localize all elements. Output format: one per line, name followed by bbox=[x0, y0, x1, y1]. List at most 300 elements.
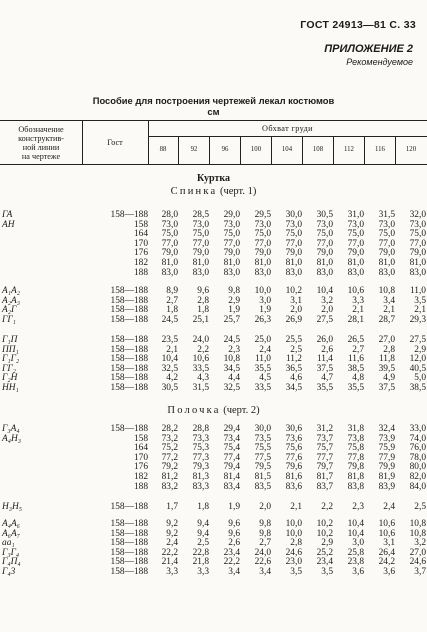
measurement-cell: 10,0 bbox=[254, 286, 271, 296]
header-mid-rule bbox=[148, 136, 427, 137]
measurement-cell: 73,0 bbox=[254, 219, 271, 230]
measurement-cell: 73,4 bbox=[223, 433, 240, 444]
measurement-cell: 73,0 bbox=[316, 219, 333, 230]
size-header: 108 bbox=[312, 146, 324, 153]
gost-value: 158—188 bbox=[110, 210, 148, 220]
gost-value: 170 bbox=[133, 238, 148, 249]
measurement-cell: 83,3 bbox=[192, 481, 209, 492]
measurement-cell: 10,0 bbox=[285, 528, 302, 539]
table-row bbox=[0, 316, 427, 326]
measurement-cell: 83,0 bbox=[316, 267, 333, 278]
measurement-cell: 34,5 bbox=[223, 363, 240, 374]
line-designation: ПП₁ bbox=[2, 344, 19, 355]
measurement-cell: 77,0 bbox=[254, 238, 271, 249]
measurement-cell: 4,9 bbox=[383, 373, 395, 384]
measurement-cell: 79,5 bbox=[254, 462, 271, 473]
measurement-cell: 2,3 bbox=[228, 344, 240, 355]
line-designation: Г₃А₄ bbox=[2, 424, 20, 434]
measurement-cell: 38,5 bbox=[409, 382, 426, 393]
measurement-cell: 24,0 bbox=[192, 335, 209, 345]
measurement-cell: 35,5 bbox=[316, 382, 333, 393]
measurement-cell: 24,5 bbox=[161, 314, 178, 325]
measurement-cell: 83,0 bbox=[409, 267, 426, 278]
measurement-cell: 83,0 bbox=[378, 267, 395, 278]
measurement-cell: 28,0 bbox=[161, 210, 178, 220]
measurement-cell: 3,1 bbox=[383, 538, 395, 549]
measurement-cell: 81,0 bbox=[254, 257, 271, 268]
measurement-cell: 10,2 bbox=[316, 528, 333, 539]
measurement-cell: 2,7 bbox=[259, 538, 271, 549]
row-group bbox=[0, 287, 427, 325]
gost-value: 158—188 bbox=[110, 557, 148, 568]
measurement-cell: 30,5 bbox=[316, 210, 333, 220]
gost-value: 158—188 bbox=[110, 344, 148, 355]
measurement-cell: 3,4 bbox=[383, 295, 395, 306]
measurement-cell: 75,8 bbox=[347, 443, 364, 454]
measurement-cell: 79,0 bbox=[161, 248, 178, 259]
measurement-cell: 10,2 bbox=[316, 519, 333, 529]
measurement-cell: 23,4 bbox=[223, 547, 240, 558]
line-designation: А₂Г bbox=[2, 305, 17, 316]
measurement-cell: 25,5 bbox=[285, 335, 302, 345]
measurement-cell: 77,0 bbox=[192, 238, 209, 249]
measurement-cell: 81,0 bbox=[409, 257, 426, 268]
row-group bbox=[0, 520, 427, 578]
measurement-cell: 23,0 bbox=[285, 557, 302, 568]
measurement-cell: 83,0 bbox=[285, 267, 302, 278]
measurement-cell: 73,2 bbox=[161, 433, 178, 444]
measurement-cell: 79,6 bbox=[285, 462, 302, 473]
measurement-cell: 79,4 bbox=[223, 462, 240, 473]
measurement-cell: 31,0 bbox=[347, 210, 364, 220]
measurement-cell: 30,5 bbox=[161, 382, 178, 393]
measurement-cell: 75,0 bbox=[378, 229, 395, 240]
measurement-cell: 2,9 bbox=[228, 295, 240, 306]
measurement-cell: 75,2 bbox=[161, 443, 178, 454]
measurement-cell: 10,8 bbox=[409, 528, 426, 539]
size-header: 96 bbox=[221, 146, 229, 153]
measurement-cell: 26,0 bbox=[316, 335, 333, 345]
measurement-cell: 32,5 bbox=[161, 363, 178, 374]
section-subtitle: Спинка (черт. 1) bbox=[170, 186, 257, 197]
measurement-cell: 73,0 bbox=[347, 219, 364, 230]
measurement-cell: 22,8 bbox=[192, 547, 209, 558]
section-subtitle: Полочка (черт. 2) bbox=[167, 405, 260, 416]
gost-value: 188 bbox=[133, 267, 148, 278]
table-units: см bbox=[207, 106, 220, 117]
line-designation: ГГ₁ bbox=[2, 314, 16, 325]
measurement-cell: 81,0 bbox=[161, 257, 178, 268]
measurement-cell: 2,2 bbox=[321, 502, 333, 512]
gost-value: 158—188 bbox=[110, 314, 148, 325]
row-group bbox=[0, 211, 427, 278]
gost-value: 158—188 bbox=[110, 566, 148, 577]
line-designation: А₄Н₃ bbox=[2, 433, 22, 444]
gost-value: 158—188 bbox=[110, 519, 148, 529]
measurement-cell: 35,5 bbox=[254, 363, 271, 374]
measurement-cell: 30,0 bbox=[285, 210, 302, 220]
measurement-cell: 29,3 bbox=[409, 314, 426, 325]
measurement-cell: 10,4 bbox=[316, 286, 333, 296]
measurement-cell: 79,0 bbox=[316, 248, 333, 259]
measurement-cell: 3,3 bbox=[197, 566, 209, 577]
measurement-cell: 2,1 bbox=[383, 305, 395, 316]
row-group bbox=[0, 336, 427, 394]
measurement-cell: 37,5 bbox=[378, 382, 395, 393]
measurement-cell: 23,8 bbox=[347, 557, 364, 568]
table-title: Пособие для построения чертежей лекал костюмов bbox=[92, 95, 335, 106]
measurement-cell: 10,8 bbox=[378, 286, 395, 296]
measurement-cell: 81,0 bbox=[285, 257, 302, 268]
measurement-cell: 4,8 bbox=[352, 373, 364, 384]
measurement-cell: 3,0 bbox=[352, 538, 364, 549]
measurement-cell: 38,5 bbox=[347, 363, 364, 374]
measurement-cell: 3,3 bbox=[166, 566, 178, 577]
measurement-cell: 26,9 bbox=[285, 314, 302, 325]
measurement-cell: 81,0 bbox=[378, 257, 395, 268]
measurement-cell: 23,4 bbox=[316, 557, 333, 568]
measurement-cell: 73,6 bbox=[285, 433, 302, 444]
page-header: ГОСТ 24913—81 С. 33 bbox=[300, 19, 416, 31]
size-header: 104 bbox=[281, 146, 293, 153]
measurement-cell: 21,4 bbox=[161, 557, 178, 568]
measurement-cell: 84,0 bbox=[409, 481, 426, 492]
measurement-cell: 3,2 bbox=[321, 295, 333, 306]
measurement-cell: 83,0 bbox=[161, 267, 178, 278]
measurement-cell: 2,6 bbox=[228, 538, 240, 549]
measurement-cell: 75,0 bbox=[285, 229, 302, 240]
measurement-cell: 81,0 bbox=[347, 257, 364, 268]
measurement-cell: 27,5 bbox=[316, 314, 333, 325]
measurement-cell: 79,0 bbox=[285, 248, 302, 259]
measurement-cell: 2,1 bbox=[166, 344, 178, 355]
line-designation: НН₁ bbox=[2, 382, 19, 393]
gost-value: 176 bbox=[133, 462, 148, 473]
measurement-cell: 79,7 bbox=[316, 462, 333, 473]
size-header: 112 bbox=[344, 146, 354, 153]
measurement-cell: 11,2 bbox=[285, 354, 302, 365]
measurement-cell: 77,0 bbox=[316, 238, 333, 249]
measurement-cell: 30,0 bbox=[254, 424, 271, 434]
gost-value: 182 bbox=[133, 471, 148, 482]
measurement-cell: 10,4 bbox=[347, 519, 364, 529]
measurement-cell: 9,6 bbox=[228, 519, 240, 529]
measurement-cell: 75,0 bbox=[161, 229, 178, 240]
measurement-cell: 4,7 bbox=[321, 373, 333, 384]
measurement-cell: 29,0 bbox=[223, 210, 240, 220]
measurement-cell: 75,0 bbox=[254, 229, 271, 240]
measurement-cell: 24,2 bbox=[378, 557, 395, 568]
gost-value: 158—188 bbox=[110, 373, 148, 384]
measurement-cell: 83,0 bbox=[254, 267, 271, 278]
measurement-cell: 77,3 bbox=[192, 452, 209, 463]
measurement-cell: 28,2 bbox=[161, 424, 178, 434]
measurement-cell: 77,0 bbox=[285, 238, 302, 249]
measurement-cell: 73,8 bbox=[347, 433, 364, 444]
measurement-cell: 76,0 bbox=[409, 443, 426, 454]
measurement-cell: 11,6 bbox=[347, 354, 364, 365]
measurement-cell: 73,0 bbox=[285, 219, 302, 230]
table-row bbox=[0, 269, 427, 279]
measurement-cell: 1,8 bbox=[197, 502, 209, 512]
measurement-cell: 73,3 bbox=[192, 433, 209, 444]
gost-value: 170 bbox=[133, 452, 148, 463]
measurement-cell: 83,0 bbox=[347, 267, 364, 278]
measurement-cell: 75,0 bbox=[316, 229, 333, 240]
measurement-cell: 78,0 bbox=[409, 452, 426, 463]
measurement-cell: 10,0 bbox=[285, 519, 302, 529]
gost-value: 158—188 bbox=[110, 547, 148, 558]
measurement-cell: 9,4 bbox=[197, 528, 209, 539]
measurement-cell: 10,4 bbox=[347, 528, 364, 539]
measurement-cell: 31,5 bbox=[192, 382, 209, 393]
measurement-cell: 25,2 bbox=[316, 547, 333, 558]
measurement-cell: 77,2 bbox=[161, 452, 178, 463]
measurement-cell: 77,7 bbox=[316, 452, 333, 463]
measurement-cell: 1,9 bbox=[228, 305, 240, 316]
measurement-cell: 9,4 bbox=[197, 519, 209, 529]
measurement-cell: 2,7 bbox=[352, 344, 364, 355]
measurement-cell: 21,8 bbox=[192, 557, 209, 568]
measurement-cell: 26,4 bbox=[378, 547, 395, 558]
measurement-cell: 10,8 bbox=[223, 354, 240, 365]
gost-value: 158—188 bbox=[110, 335, 148, 345]
measurement-cell: 73,0 bbox=[378, 219, 395, 230]
measurement-cell: 12,0 bbox=[409, 354, 426, 365]
measurement-cell: 73,5 bbox=[254, 433, 271, 444]
measurement-cell: 37,5 bbox=[316, 363, 333, 374]
measurement-cell: 10,2 bbox=[285, 286, 302, 296]
measurement-cell: 9,8 bbox=[259, 528, 271, 539]
gost-value: 158 bbox=[133, 433, 148, 444]
measurement-cell: 3,2 bbox=[414, 538, 426, 549]
line-designation: Г₂Н bbox=[2, 373, 18, 384]
measurement-cell: 81,4 bbox=[223, 471, 240, 482]
measurement-cell: 9,2 bbox=[166, 528, 178, 539]
gost-value: 158—188 bbox=[110, 354, 148, 365]
measurement-cell: 9,8 bbox=[228, 286, 240, 296]
measurement-cell: 28,8 bbox=[192, 424, 209, 434]
measurement-cell: 75,0 bbox=[223, 229, 240, 240]
gost-value: 188 bbox=[133, 481, 148, 492]
size-header: 120 bbox=[405, 146, 417, 153]
measurement-cell: 33,5 bbox=[192, 363, 209, 374]
gost-value: 158—188 bbox=[110, 363, 148, 374]
measurement-cell: 79,0 bbox=[378, 248, 395, 259]
measurement-cell: 34,5 bbox=[285, 382, 302, 393]
line-designation: аа₁ bbox=[2, 538, 15, 549]
gost-value: 158—188 bbox=[110, 424, 148, 434]
gost-value: 158—188 bbox=[110, 305, 148, 316]
measurement-cell: 3,7 bbox=[414, 566, 426, 577]
measurement-cell: 79,9 bbox=[378, 462, 395, 473]
gost-header: Гост bbox=[107, 138, 123, 147]
measurement-cell: 73,9 bbox=[378, 433, 395, 444]
measurement-cell: 81,2 bbox=[161, 471, 178, 482]
measurement-cell: 10,6 bbox=[378, 528, 395, 539]
measurement-cell: 75,7 bbox=[316, 443, 333, 454]
gost-value: 176 bbox=[133, 248, 148, 259]
measurement-cell: 77,5 bbox=[254, 452, 271, 463]
measurement-cell: 2,9 bbox=[414, 344, 426, 355]
measurement-cell: 2,5 bbox=[290, 344, 302, 355]
measurement-cell: 28,5 bbox=[192, 210, 209, 220]
measurement-cell: 83,6 bbox=[285, 481, 302, 492]
measurement-cell: 2,1 bbox=[290, 502, 302, 512]
measurement-cell: 9,2 bbox=[166, 519, 178, 529]
measurement-cell: 31,5 bbox=[378, 210, 395, 220]
measurement-cell: 2,6 bbox=[321, 344, 333, 355]
measurement-cell: 4,2 bbox=[166, 373, 178, 384]
measurement-cell: 27,5 bbox=[409, 335, 426, 345]
measurement-cell: 31,2 bbox=[316, 424, 333, 434]
measurement-cell: 25,7 bbox=[223, 314, 240, 325]
measurement-cell: 10,6 bbox=[347, 286, 364, 296]
measurement-cell: 32,4 bbox=[378, 424, 395, 434]
measurement-cell: 36,5 bbox=[285, 363, 302, 374]
measurement-cell: 2,0 bbox=[290, 305, 302, 316]
line-designation: А₆А₇ bbox=[2, 528, 20, 539]
measurement-cell: 2,1 bbox=[414, 305, 426, 316]
line-designation: А₂А₃ bbox=[2, 295, 20, 306]
measurement-cell: 33,5 bbox=[254, 382, 271, 393]
header-bottom-rule bbox=[0, 164, 427, 165]
gost-value: 158—188 bbox=[110, 538, 148, 549]
measurement-cell: 79,0 bbox=[192, 248, 209, 259]
measurement-cell: 11,4 bbox=[316, 354, 333, 365]
measurement-cell: 77,0 bbox=[378, 238, 395, 249]
table-row bbox=[0, 503, 427, 513]
measurement-cell: 9,8 bbox=[259, 519, 271, 529]
row-group bbox=[0, 425, 427, 492]
measurement-cell: 2,4 bbox=[166, 538, 178, 549]
measurement-cell: 39,5 bbox=[378, 363, 395, 374]
measurement-cell: 24,0 bbox=[254, 547, 271, 558]
line-designation: Н₃Н₅ bbox=[2, 502, 23, 512]
measurement-cell: 3,5 bbox=[290, 566, 302, 577]
measurement-cell: 79,8 bbox=[347, 462, 364, 473]
measurement-cell: 79,0 bbox=[347, 248, 364, 259]
header-top-rule bbox=[0, 120, 427, 121]
measurement-cell: 27,0 bbox=[378, 335, 395, 345]
measurement-cell: 83,9 bbox=[378, 481, 395, 492]
measurement-cell: 8,9 bbox=[166, 286, 178, 296]
measurement-cell: 2,5 bbox=[197, 538, 209, 549]
measurement-cell: 73,7 bbox=[316, 433, 333, 444]
measurement-cell: 75,0 bbox=[192, 229, 209, 240]
measurement-cell: 30,6 bbox=[285, 424, 302, 434]
measurement-cell: 81,7 bbox=[316, 471, 333, 482]
row-group bbox=[0, 503, 427, 513]
measurement-cell: 3,6 bbox=[352, 566, 364, 577]
measurement-cell: 75,5 bbox=[254, 443, 271, 454]
line-designation: Г₁П bbox=[2, 335, 18, 345]
measurement-cell: 77,0 bbox=[161, 238, 178, 249]
measurement-cell: 4,4 bbox=[228, 373, 240, 384]
measurement-cell: 25,0 bbox=[254, 335, 271, 345]
gost-value: 158—188 bbox=[110, 502, 148, 512]
line-designation: А₁А₂ bbox=[2, 286, 20, 296]
measurement-cell: 75,0 bbox=[409, 229, 426, 240]
measurement-cell: 83,0 bbox=[192, 267, 209, 278]
measurement-cell: 83,8 bbox=[347, 481, 364, 492]
measurement-cell: 3,0 bbox=[259, 295, 271, 306]
measurement-cell: 9,6 bbox=[228, 528, 240, 539]
measurement-cell: 27,0 bbox=[409, 547, 426, 558]
measurement-cell: 22,2 bbox=[223, 557, 240, 568]
measurement-cell: 77,6 bbox=[285, 452, 302, 463]
measurement-cell: 32,0 bbox=[409, 210, 426, 220]
gost-value: 158—188 bbox=[110, 528, 148, 539]
measurement-cell: 29,4 bbox=[223, 424, 240, 434]
measurement-cell: 77,4 bbox=[223, 452, 240, 463]
line-designation: Г₄3 bbox=[2, 566, 16, 577]
girth-header: Обхват груди bbox=[262, 124, 313, 133]
measurement-cell: 10,8 bbox=[409, 519, 426, 529]
measurement-cell: 83,4 bbox=[223, 481, 240, 492]
measurement-cell: 73,0 bbox=[409, 219, 426, 230]
measurement-cell: 28,1 bbox=[347, 314, 364, 325]
table-row bbox=[0, 384, 427, 394]
gost-value: 158 bbox=[133, 219, 148, 230]
measurement-cell: 4,6 bbox=[290, 373, 302, 384]
gost-value: 182 bbox=[133, 257, 148, 268]
measurement-cell: 1,9 bbox=[228, 502, 240, 512]
measurement-cell: 75,3 bbox=[192, 443, 209, 454]
measurement-cell: 23,5 bbox=[161, 335, 178, 345]
measurement-cell: 29,5 bbox=[254, 210, 271, 220]
measurement-cell: 77,8 bbox=[347, 452, 364, 463]
measurement-cell: 4,5 bbox=[259, 373, 271, 384]
measurement-cell: 25,1 bbox=[192, 314, 209, 325]
gost-value: 158—188 bbox=[110, 295, 148, 306]
measurement-cell: 83,5 bbox=[254, 481, 271, 492]
measurement-cell: 11,0 bbox=[254, 354, 271, 365]
measurement-cell: 79,0 bbox=[254, 248, 271, 259]
measurement-cell: 9,6 bbox=[197, 286, 209, 296]
measurement-cell: 2,2 bbox=[197, 344, 209, 355]
measurement-cell: 22,6 bbox=[254, 557, 271, 568]
measurement-cell: 79,0 bbox=[223, 248, 240, 259]
measurement-cell: 2,0 bbox=[321, 305, 333, 316]
measurement-cell: 73,0 bbox=[223, 219, 240, 230]
measurement-cell: 25,8 bbox=[347, 547, 364, 558]
measurement-cell: 24,6 bbox=[285, 547, 302, 558]
measurement-cell: 2,9 bbox=[321, 538, 333, 549]
line-designation: ГА bbox=[2, 210, 13, 220]
measurement-cell: 80,0 bbox=[409, 462, 426, 473]
measurement-cell: 33,0 bbox=[409, 424, 426, 434]
measurement-cell: 2,8 bbox=[197, 295, 209, 306]
line-designation: АН bbox=[2, 219, 15, 230]
measurement-cell: 4,3 bbox=[197, 373, 209, 384]
size-header: 116 bbox=[375, 146, 385, 153]
measurement-cell: 3,6 bbox=[383, 566, 395, 577]
measurement-cell: 83,7 bbox=[316, 481, 333, 492]
gost-value: 164 bbox=[133, 443, 148, 454]
measurement-cell: 74,0 bbox=[409, 433, 426, 444]
measurement-cell: 1,8 bbox=[197, 305, 209, 316]
measurement-cell: 75,4 bbox=[223, 443, 240, 454]
measurement-cell: 40,5 bbox=[409, 363, 426, 374]
measurement-cell: 10,6 bbox=[192, 354, 209, 365]
measurement-cell: 73,0 bbox=[192, 219, 209, 230]
gost-value: 164 bbox=[133, 229, 148, 240]
measurement-cell: 77,9 bbox=[378, 452, 395, 463]
measurement-cell: 81,0 bbox=[316, 257, 333, 268]
measurement-cell: 75,6 bbox=[285, 443, 302, 454]
appendix-label: ПРИЛОЖЕНИЕ 2 bbox=[324, 43, 413, 55]
